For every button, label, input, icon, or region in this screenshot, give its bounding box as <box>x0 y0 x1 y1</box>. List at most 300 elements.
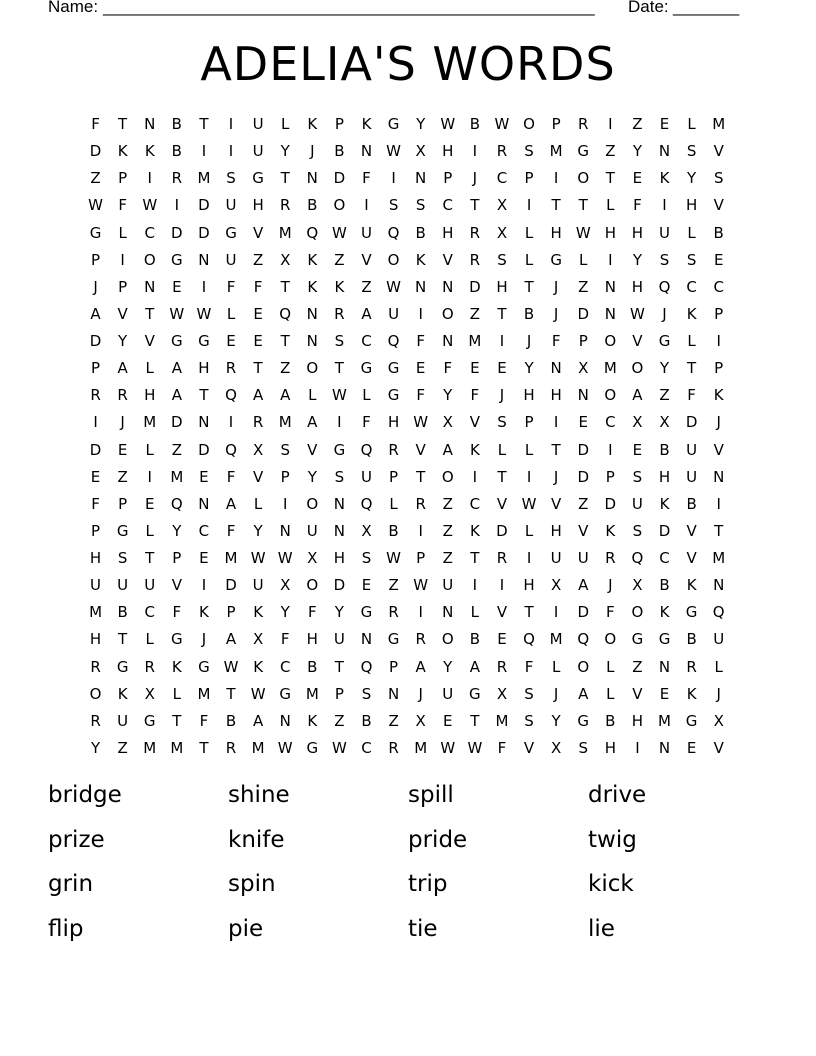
grid-letter[interactable]: N <box>442 603 454 622</box>
grid-letter[interactable]: L <box>145 630 154 649</box>
grid-letter[interactable]: V <box>713 196 724 215</box>
grid-letter[interactable]: G <box>550 250 562 269</box>
grid-letter[interactable]: D <box>685 413 698 432</box>
grid-letter[interactable]: P <box>551 115 561 133</box>
grid-letter[interactable]: F <box>91 115 100 133</box>
grid-letter[interactable]: J <box>201 630 207 649</box>
grid-letter[interactable]: C <box>442 196 453 215</box>
grid-letter[interactable]: Q <box>360 657 373 676</box>
grid-letter[interactable]: Z <box>442 494 453 513</box>
grid-letter[interactable]: Y <box>118 332 128 350</box>
grid-letter[interactable]: X <box>252 630 264 649</box>
grid-letter[interactable]: U <box>550 549 562 567</box>
grid-letter[interactable]: W <box>494 115 510 133</box>
grid-letter[interactable]: H <box>685 196 698 215</box>
grid-letter[interactable]: S <box>686 142 697 161</box>
grid-letter[interactable]: L <box>606 196 615 215</box>
grid-letter[interactable]: T <box>253 359 263 378</box>
grid-letter[interactable]: L <box>145 521 154 540</box>
grid-letter[interactable]: S <box>632 467 643 486</box>
grid-letter[interactable]: P <box>91 250 101 269</box>
grid-letter[interactable]: I <box>201 576 207 595</box>
grid-letter[interactable]: J <box>553 467 559 486</box>
grid-letter[interactable]: Y <box>280 142 290 161</box>
grid-letter[interactable]: T <box>551 196 561 215</box>
grid-letter[interactable]: K <box>686 684 697 703</box>
grid-letter[interactable]: L <box>253 494 263 513</box>
grid-letter[interactable]: C <box>686 277 697 296</box>
grid-letter[interactable]: N <box>360 142 373 161</box>
grid-letter[interactable]: B <box>605 711 616 730</box>
grid-letter[interactable]: T <box>280 277 290 296</box>
grid-letter[interactable]: I <box>174 196 180 215</box>
grid-letter[interactable]: V <box>361 250 372 269</box>
grid-letter[interactable]: Z <box>252 250 264 269</box>
grid-letter[interactable]: E <box>632 169 643 188</box>
grid-letter[interactable]: W <box>521 494 537 513</box>
grid-letter[interactable]: J <box>553 684 559 703</box>
grid-letter[interactable]: F <box>226 467 236 486</box>
grid-letter[interactable]: P <box>714 304 724 323</box>
grid-letter[interactable]: F <box>606 603 615 622</box>
grid-letter[interactable]: E <box>144 494 155 513</box>
grid-letter[interactable]: V <box>252 467 264 486</box>
grid-letter[interactable]: N <box>387 684 400 703</box>
grid-letter[interactable]: S <box>361 549 372 567</box>
grid-letter[interactable]: O <box>631 359 644 378</box>
grid-letter[interactable]: Z <box>632 115 643 133</box>
grid-letter[interactable]: Q <box>387 332 400 350</box>
grid-letter[interactable]: G <box>225 223 237 242</box>
grid-letter[interactable]: G <box>171 630 183 649</box>
grid-letter[interactable]: A <box>307 413 318 432</box>
grid-letter[interactable]: G <box>279 684 292 703</box>
grid-letter[interactable]: Z <box>632 657 643 676</box>
grid-letter[interactable]: Q <box>360 494 373 513</box>
grid-letter[interactable]: T <box>199 738 209 757</box>
grid-letter[interactable]: D <box>198 196 210 215</box>
grid-letter[interactable]: T <box>145 304 155 323</box>
grid-letter[interactable]: O <box>604 386 617 405</box>
grid-letter[interactable]: I <box>608 440 613 459</box>
grid-letter[interactable]: I <box>418 304 423 323</box>
grid-letter[interactable]: K <box>659 603 670 622</box>
grid-letter[interactable]: O <box>577 657 590 676</box>
grid-letter[interactable]: E <box>172 277 182 296</box>
grid-letter[interactable]: R <box>90 386 101 405</box>
grid-letter[interactable]: P <box>334 684 344 703</box>
grid-letter[interactable]: I <box>472 142 478 161</box>
grid-letter[interactable]: N <box>279 521 291 540</box>
grid-letter[interactable]: E <box>713 250 724 269</box>
grid-letter[interactable]: H <box>523 386 535 405</box>
grid-letter[interactable]: Z <box>442 549 453 567</box>
grid-letter[interactable]: X <box>659 413 670 432</box>
grid-letter[interactable]: G <box>89 223 102 242</box>
grid-letter[interactable]: O <box>604 630 617 649</box>
grid-letter[interactable]: F <box>226 521 236 540</box>
grid-letter[interactable]: Y <box>280 603 290 622</box>
grid-letter[interactable]: R <box>90 657 101 676</box>
grid-letter[interactable]: E <box>361 576 372 595</box>
grid-letter[interactable]: S <box>524 142 534 161</box>
grid-letter[interactable]: X <box>551 576 562 595</box>
grid-letter[interactable]: W <box>413 413 429 432</box>
grid-letter[interactable]: E <box>90 467 101 486</box>
grid-letter[interactable]: L <box>145 359 154 378</box>
grid-letter[interactable]: G <box>116 657 129 676</box>
grid-letter[interactable]: I <box>228 142 234 161</box>
grid-letter[interactable]: S <box>226 169 236 188</box>
grid-letter[interactable]: V <box>632 684 643 703</box>
grid-letter[interactable]: I <box>228 115 234 133</box>
grid-letter[interactable]: R <box>686 657 697 676</box>
grid-letter[interactable]: H <box>604 223 616 242</box>
grid-letter[interactable]: N <box>658 738 671 757</box>
grid-letter[interactable]: G <box>469 684 481 703</box>
grid-letter[interactable]: X <box>415 142 426 161</box>
grid-letter[interactable]: U <box>117 711 129 730</box>
grid-letter[interactable]: F <box>551 332 561 350</box>
grid-letter[interactable]: E <box>578 413 588 432</box>
grid-letter[interactable]: N <box>415 169 427 188</box>
grid-letter[interactable]: K <box>686 576 697 595</box>
grid-letter[interactable]: U <box>333 630 345 649</box>
grid-letter[interactable]: W <box>88 196 103 215</box>
grid-letter[interactable]: J <box>553 277 559 296</box>
grid-letter[interactable]: L <box>606 657 615 676</box>
grid-letter[interactable]: Y <box>632 250 642 269</box>
grid-letter[interactable]: G <box>387 386 400 405</box>
grid-letter[interactable]: R <box>225 359 237 378</box>
grid-letter[interactable]: A <box>469 657 480 676</box>
grid-letter[interactable]: E <box>199 549 209 567</box>
grid-letter[interactable]: T <box>118 630 128 649</box>
grid-letter[interactable]: K <box>469 521 480 540</box>
grid-letter[interactable]: K <box>686 304 697 323</box>
grid-letter[interactable]: C <box>659 549 670 567</box>
grid-letter[interactable]: J <box>716 684 721 703</box>
grid-letter[interactable]: M <box>170 467 184 486</box>
grid-letter[interactable]: W <box>331 386 347 405</box>
grid-letter[interactable]: T <box>578 196 588 215</box>
grid-letter[interactable]: Y <box>307 467 317 486</box>
grid-letter[interactable]: Z <box>388 576 399 595</box>
grid-letter[interactable]: F <box>497 738 507 757</box>
grid-letter[interactable]: F <box>118 196 127 215</box>
grid-letter[interactable]: V <box>713 738 724 757</box>
grid-letter[interactable]: G <box>685 711 698 730</box>
grid-letter[interactable]: F <box>226 277 236 296</box>
grid-letter[interactable]: V <box>686 549 697 567</box>
grid-letter[interactable]: T <box>524 277 534 296</box>
grid-letter[interactable]: U <box>713 630 725 649</box>
grid-letter[interactable]: O <box>604 332 617 350</box>
grid-letter[interactable]: Y <box>334 603 344 622</box>
grid-letter[interactable]: S <box>713 169 724 188</box>
grid-letter[interactable]: L <box>172 684 181 703</box>
grid-letter[interactable]: S <box>334 332 345 350</box>
grid-letter[interactable]: I <box>553 413 559 432</box>
grid-letter[interactable]: D <box>89 440 102 459</box>
grid-letter[interactable]: T <box>687 359 697 378</box>
grid-letter[interactable]: U <box>442 576 454 595</box>
grid-letter[interactable]: F <box>280 630 290 649</box>
grid-letter[interactable]: G <box>360 603 373 622</box>
grid-letter[interactable]: U <box>360 223 372 242</box>
grid-letter[interactable]: H <box>604 738 616 757</box>
grid-letter[interactable]: D <box>577 467 590 486</box>
grid-letter[interactable]: O <box>441 467 454 486</box>
grid-letter[interactable]: X <box>551 738 562 757</box>
grid-letter[interactable]: V <box>523 738 535 757</box>
grid-letter[interactable]: L <box>145 440 154 459</box>
grid-letter[interactable]: W <box>575 223 591 242</box>
grid-letter[interactable]: I <box>93 413 98 432</box>
grid-letter[interactable]: M <box>712 115 726 133</box>
grid-letter[interactable]: Q <box>577 630 590 649</box>
grid-letter[interactable]: B <box>117 603 128 622</box>
grid-letter[interactable]: Z <box>90 169 101 188</box>
grid-letter[interactable]: U <box>686 440 698 459</box>
grid-letter[interactable]: W <box>630 304 645 323</box>
grid-letter[interactable]: N <box>198 413 210 432</box>
grid-letter[interactable]: X <box>632 413 643 432</box>
grid-letter[interactable]: O <box>143 250 156 269</box>
grid-letter[interactable]: N <box>442 277 454 296</box>
grid-letter[interactable]: Y <box>524 359 534 378</box>
grid-letter[interactable]: Y <box>551 711 561 730</box>
grid-letter[interactable]: Z <box>469 304 480 323</box>
grid-letter[interactable]: T <box>497 467 507 486</box>
grid-letter[interactable]: D <box>171 413 183 432</box>
grid-letter[interactable]: D <box>604 494 617 513</box>
grid-letter[interactable]: N <box>144 277 156 296</box>
grid-letter[interactable]: H <box>442 142 454 161</box>
grid-letter[interactable]: X <box>361 521 372 540</box>
grid-letter[interactable]: A <box>225 630 237 649</box>
grid-letter[interactable]: P <box>714 359 724 378</box>
grid-letter[interactable]: L <box>524 521 534 540</box>
grid-letter[interactable]: U <box>252 115 264 133</box>
grid-letter[interactable]: I <box>201 277 207 296</box>
grid-letter[interactable]: L <box>226 304 236 323</box>
grid-letter[interactable]: U <box>577 549 589 567</box>
grid-letter[interactable]: I <box>716 332 721 350</box>
grid-letter[interactable]: W <box>386 277 401 296</box>
grid-letter[interactable]: H <box>306 630 318 649</box>
grid-letter[interactable]: U <box>225 250 237 269</box>
grid-letter[interactable]: F <box>633 196 642 215</box>
grid-letter[interactable]: F <box>199 711 209 730</box>
grid-letter[interactable]: P <box>334 115 344 133</box>
grid-letter[interactable]: P <box>524 169 534 188</box>
grid-letter[interactable]: M <box>143 413 157 432</box>
grid-letter[interactable]: Z <box>117 467 128 486</box>
grid-letter[interactable]: K <box>307 250 318 269</box>
grid-letter[interactable]: A <box>415 657 426 676</box>
grid-letter[interactable]: M <box>224 549 238 567</box>
grid-letter[interactable]: L <box>687 223 696 242</box>
grid-letter[interactable]: K <box>253 603 264 622</box>
grid-letter[interactable]: G <box>658 332 671 350</box>
grid-letter[interactable]: H <box>496 277 508 296</box>
grid-letter[interactable]: Y <box>416 115 426 133</box>
grid-letter[interactable]: Z <box>334 250 345 269</box>
grid-letter[interactable]: X <box>496 223 508 242</box>
grid-letter[interactable]: X <box>442 413 453 432</box>
grid-letter[interactable]: A <box>280 386 291 405</box>
grid-letter[interactable]: O <box>441 630 454 649</box>
grid-letter[interactable]: R <box>469 250 481 269</box>
grid-letter[interactable]: Z <box>442 521 453 540</box>
grid-letter[interactable]: H <box>89 630 102 649</box>
grid-letter[interactable]: B <box>415 223 426 242</box>
grid-letter[interactable]: H <box>550 521 562 540</box>
grid-letter[interactable]: Q <box>658 277 671 296</box>
grid-letter[interactable]: V <box>252 223 264 242</box>
grid-letter[interactable]: I <box>499 332 505 350</box>
grid-letter[interactable]: M <box>549 630 563 649</box>
grid-letter[interactable]: D <box>333 576 346 595</box>
grid-letter[interactable]: W <box>250 549 266 567</box>
grid-letter[interactable]: G <box>198 332 210 350</box>
grid-letter[interactable]: K <box>713 386 724 405</box>
grid-letter[interactable]: Y <box>443 657 453 676</box>
grid-letter[interactable]: R <box>388 738 399 757</box>
grid-letter[interactable]: V <box>171 576 182 595</box>
grid-letter[interactable]: I <box>499 576 505 595</box>
grid-letter[interactable]: X <box>496 196 508 215</box>
grid-letter[interactable]: U <box>117 576 129 595</box>
grid-letter[interactable]: F <box>687 386 696 405</box>
grid-letter[interactable]: J <box>120 413 125 432</box>
grid-letter[interactable]: Z <box>578 277 589 296</box>
grid-letter[interactable]: S <box>361 684 372 703</box>
grid-letter[interactable]: V <box>496 494 508 513</box>
grid-letter[interactable]: Y <box>632 142 642 161</box>
grid-letter[interactable]: P <box>416 549 426 567</box>
grid-letter[interactable]: N <box>306 169 318 188</box>
grid-letter[interactable]: G <box>387 630 400 649</box>
grid-letter[interactable]: A <box>252 386 264 405</box>
grid-letter[interactable]: B <box>171 142 182 161</box>
grid-letter[interactable]: X <box>415 711 426 730</box>
grid-letter[interactable]: I <box>526 549 532 567</box>
grid-letter[interactable]: N <box>198 494 210 513</box>
grid-letter[interactable]: I <box>364 196 369 215</box>
grid-letter[interactable]: I <box>418 603 423 622</box>
grid-letter[interactable]: F <box>362 413 371 432</box>
grid-letter[interactable]: T <box>172 711 182 730</box>
grid-letter[interactable]: K <box>659 169 670 188</box>
grid-letter[interactable]: K <box>415 250 426 269</box>
grid-letter[interactable]: H <box>144 386 156 405</box>
grid-letter[interactable]: K <box>117 142 128 161</box>
date-blank-line[interactable]: _______ <box>673 0 740 16</box>
grid-letter[interactable]: J <box>662 304 667 323</box>
grid-letter[interactable]: K <box>199 603 209 622</box>
grid-letter[interactable]: L <box>551 657 561 676</box>
grid-letter[interactable]: K <box>117 684 128 703</box>
grid-letter[interactable]: V <box>551 494 562 513</box>
grid-letter[interactable]: S <box>334 467 345 486</box>
grid-letter[interactable]: Q <box>387 223 400 242</box>
grid-letter[interactable]: R <box>578 115 589 133</box>
grid-letter[interactable]: B <box>686 630 697 649</box>
grid-letter[interactable]: U <box>631 494 643 513</box>
grid-letter[interactable]: N <box>333 521 345 540</box>
grid-letter[interactable]: G <box>577 711 590 730</box>
grid-letter[interactable]: S <box>415 196 426 215</box>
grid-letter[interactable]: M <box>197 684 211 703</box>
grid-letter[interactable]: H <box>252 196 264 215</box>
grid-letter[interactable]: E <box>253 332 263 350</box>
grid-letter[interactable]: I <box>472 467 478 486</box>
grid-letter[interactable]: X <box>713 711 724 730</box>
grid-letter[interactable]: E <box>497 630 507 649</box>
grid-letter[interactable]: I <box>553 169 559 188</box>
grid-letter[interactable]: D <box>225 576 237 595</box>
grid-letter[interactable]: E <box>415 359 426 378</box>
grid-letter[interactable]: F <box>172 603 182 622</box>
grid-letter[interactable]: W <box>277 738 293 757</box>
grid-letter[interactable]: T <box>470 549 480 567</box>
grid-letter[interactable]: C <box>144 603 155 622</box>
grid-letter[interactable]: D <box>198 223 210 242</box>
grid-letter[interactable]: V <box>578 521 589 540</box>
grid-letter[interactable]: I <box>472 576 478 595</box>
grid-letter[interactable]: E <box>686 738 697 757</box>
grid-letter[interactable]: B <box>171 115 182 133</box>
grid-letter[interactable]: D <box>577 603 590 622</box>
grid-letter[interactable]: O <box>333 196 346 215</box>
grid-letter[interactable]: T <box>199 115 209 133</box>
grid-letter[interactable]: H <box>89 549 102 567</box>
grid-letter[interactable]: E <box>443 711 453 730</box>
grid-letter[interactable]: X <box>144 684 155 703</box>
grid-letter[interactable]: I <box>526 196 532 215</box>
grid-letter[interactable]: Z <box>171 440 182 459</box>
grid-letter[interactable]: A <box>252 711 264 730</box>
grid-letter[interactable]: N <box>306 332 318 350</box>
grid-letter[interactable]: T <box>470 711 480 730</box>
grid-letter[interactable]: P <box>524 413 534 432</box>
grid-letter[interactable]: J <box>499 386 505 405</box>
grid-letter[interactable]: N <box>577 386 589 405</box>
grid-letter[interactable]: T <box>551 440 561 459</box>
grid-letter[interactable]: K <box>144 142 155 161</box>
grid-letter[interactable]: M <box>549 142 563 161</box>
grid-letter[interactable]: M <box>414 738 428 757</box>
grid-letter[interactable]: K <box>171 657 182 676</box>
grid-letter[interactable]: M <box>89 603 103 622</box>
grid-letter[interactable]: P <box>118 494 128 513</box>
grid-letter[interactable]: W <box>467 738 483 757</box>
grid-letter[interactable]: V <box>442 250 453 269</box>
grid-letter[interactable]: U <box>252 576 264 595</box>
grid-letter[interactable]: W <box>196 304 212 323</box>
grid-letter[interactable]: Y <box>659 359 670 378</box>
grid-letter[interactable]: R <box>90 711 101 730</box>
grid-letter[interactable]: A <box>361 304 372 323</box>
grid-letter[interactable]: U <box>360 467 372 486</box>
grid-letter[interactable]: A <box>632 386 643 405</box>
grid-letter[interactable]: D <box>89 332 102 350</box>
grid-letter[interactable]: E <box>117 440 128 459</box>
grid-letter[interactable]: Z <box>334 711 345 730</box>
grid-letter[interactable]: Q <box>306 223 319 242</box>
